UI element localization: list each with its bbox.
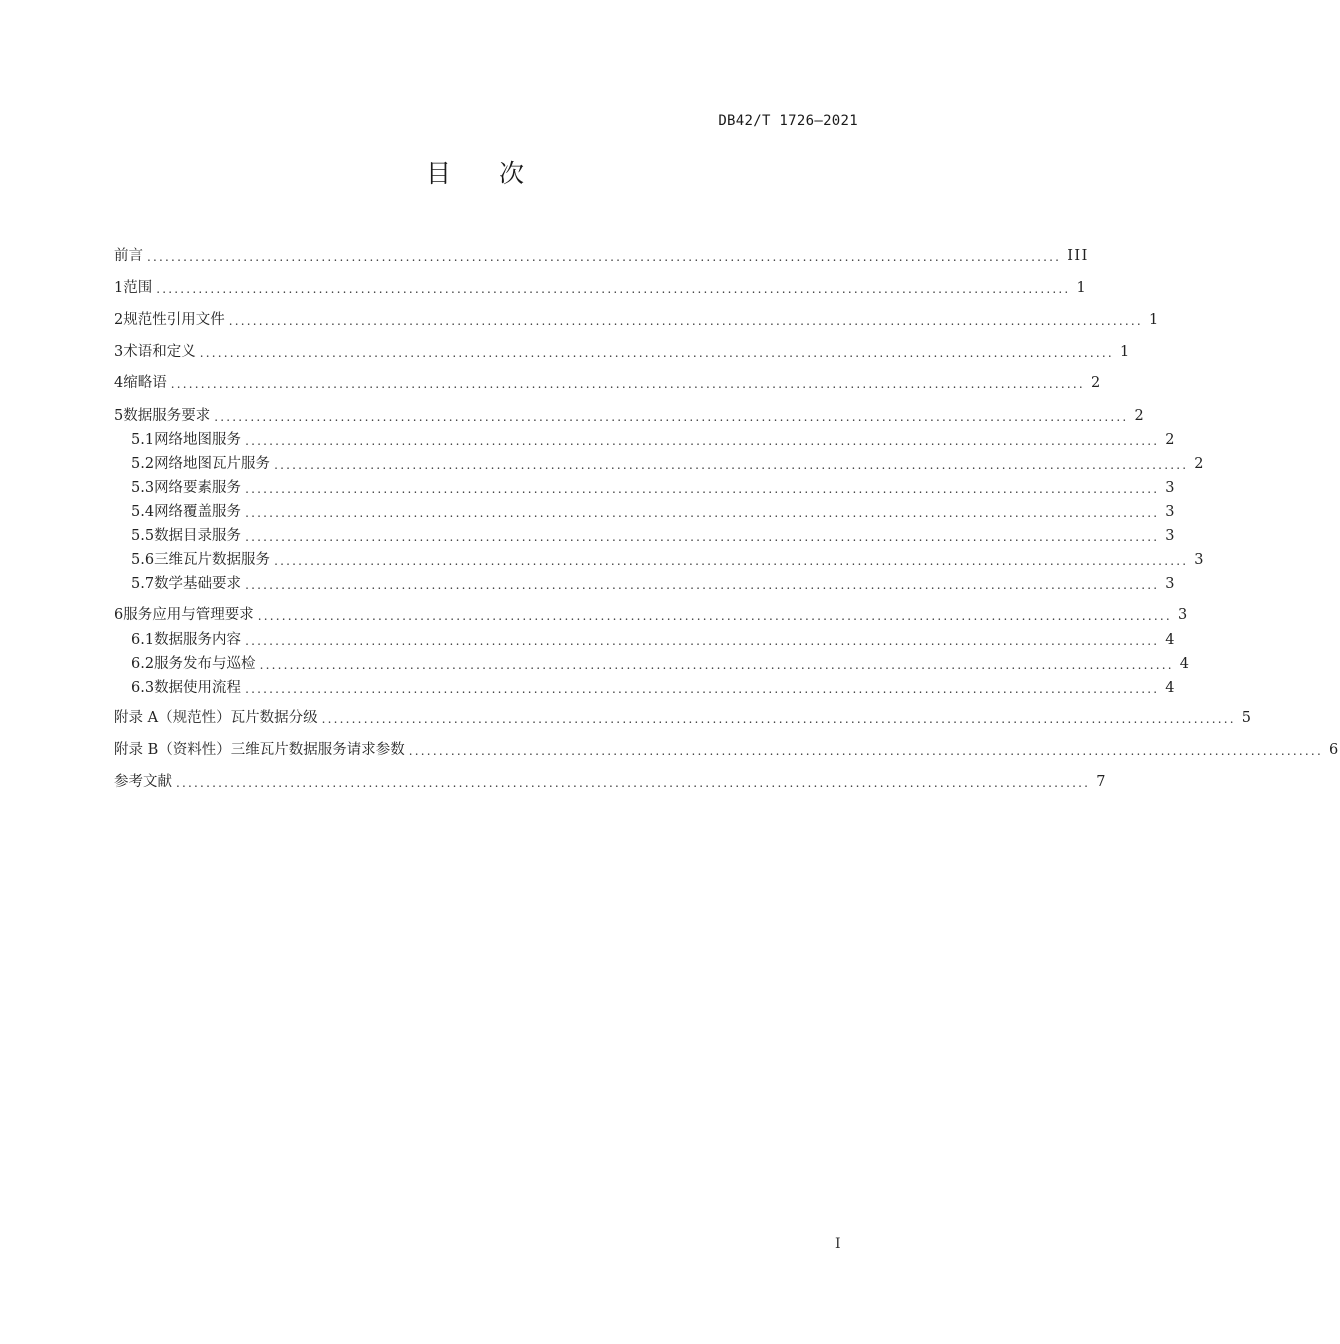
- toc-leader: ........................................................................................................................................................: [259, 658, 1174, 672]
- toc-entry-bibliography[interactable]: [114, 771, 1107, 793]
- toc-entry-number: 6: [114, 607, 124, 623]
- toc-entry-number: 5.3: [131, 480, 155, 496]
- toc-entry-label: 数据服务要求: [123, 408, 211, 424]
- toc-entry-3[interactable]: [114, 341, 1131, 363]
- toc-leader: ........................................................................................................................................................: [321, 712, 1236, 726]
- toc-entry-label: 服务应用与管理要求: [123, 607, 254, 623]
- toc-leader: ........................................................................................................................................................: [199, 346, 1114, 360]
- toc-entry-label: 数据使用流程: [154, 680, 242, 696]
- toc-entry-page: 4: [1179, 656, 1191, 672]
- toc-leader: ........................................................................................................................................................: [257, 609, 1172, 623]
- toc-entry-number: 5.2: [131, 456, 155, 472]
- toc-entry-page: 3: [1165, 480, 1176, 496]
- page-number: I: [835, 1236, 841, 1252]
- toc-leader: ........................................................................................................................................................: [245, 506, 1160, 520]
- toc-leader: ........................................................................................................................................................: [245, 482, 1160, 496]
- toc-entry-6-2[interactable]: [131, 653, 1191, 675]
- toc-entry-page: 4: [1165, 680, 1176, 696]
- toc-entry-label: 缩略语: [123, 375, 167, 391]
- toc-entry-number: 4: [114, 375, 124, 391]
- toc-entry-label: 参考文献: [114, 774, 172, 790]
- toc-entry-page: 7: [1096, 774, 1107, 790]
- toc-leader: ........................................................................................................................................................: [214, 410, 1129, 424]
- toc-entry-label: 网络地图瓦片服务: [154, 456, 271, 472]
- toc-entry-number: 5.4: [131, 504, 155, 520]
- toc-entry-page: 1: [1148, 312, 1160, 328]
- toc-entry-5-5[interactable]: [131, 525, 1176, 547]
- toc-entry-number: 1: [114, 280, 124, 296]
- toc-entry-foreword[interactable]: [114, 245, 1089, 267]
- toc-entry-label: 前言: [114, 248, 143, 264]
- toc-entry-page: 6: [1328, 742, 1340, 758]
- toc-entry-page: 3: [1194, 552, 1205, 568]
- toc-entry-number: 5.7: [131, 576, 155, 592]
- toc-entry-page: 4: [1165, 632, 1176, 648]
- toc-entry-annex-b[interactable]: [114, 739, 1340, 761]
- toc-entry-number: 3: [114, 344, 124, 360]
- toc-entry-page: 1: [1119, 344, 1131, 360]
- toc-entry-number: 5.1: [131, 432, 155, 448]
- toc-entry-label: 瓦片数据分级: [230, 710, 318, 726]
- toc-leader: ........................................................................................................................................................: [245, 434, 1160, 448]
- toc-entry-5-2[interactable]: [131, 453, 1205, 475]
- standard-code: DB42/T 1726—2021: [718, 113, 858, 129]
- toc-entry-page: 2: [1194, 456, 1205, 472]
- toc-entry-number: 附录 B（资料性）: [114, 742, 231, 758]
- toc-entry-page: III: [1067, 248, 1089, 264]
- toc-entry-page: 3: [1165, 504, 1176, 520]
- toc-entry-5[interactable]: [114, 405, 1146, 427]
- toc-entry-page: 3: [1177, 607, 1189, 623]
- toc-entry-5-7[interactable]: [131, 573, 1176, 595]
- toc-leader: ........................................................................................................................................................: [156, 282, 1071, 296]
- toc-entry-number: 2: [114, 312, 124, 328]
- toc-leader: ........................................................................................................................................................: [408, 744, 1323, 758]
- toc-entry-number: 5.6: [131, 552, 155, 568]
- toc-entry-number: 6.2: [131, 656, 155, 672]
- page-title: 目次: [425, 159, 572, 188]
- toc-entry-6-3[interactable]: [131, 677, 1176, 699]
- toc-entry-6-1[interactable]: [131, 629, 1176, 651]
- toc-entry-page: 1: [1076, 280, 1088, 296]
- toc-leader: ........................................................................................................................................................: [245, 634, 1160, 648]
- toc-entry-number: 5.5: [131, 528, 155, 544]
- toc-entry-label: 网络要素服务: [154, 480, 242, 496]
- toc-leader: ........................................................................................................................................................: [274, 458, 1189, 472]
- toc-entry-label: 三维瓦片数据服务请求参数: [230, 742, 405, 758]
- toc-entry-page: 3: [1165, 576, 1176, 592]
- toc-entry-label: 术语和定义: [123, 344, 196, 360]
- toc-entry-label: 规范性引用文件: [123, 312, 225, 328]
- toc-entry-5-1[interactable]: [131, 429, 1176, 451]
- toc-entry-number: 6.3: [131, 680, 155, 696]
- toc-entry-number: 5: [114, 408, 124, 424]
- toc-leader: ........................................................................................................................................................: [245, 530, 1160, 544]
- toc-entry-number: 6.1: [131, 632, 155, 648]
- toc-entry-1[interactable]: [114, 277, 1088, 299]
- toc-entry-label: 网络覆盖服务: [154, 504, 242, 520]
- toc-entry-annex-a[interactable]: [114, 707, 1253, 729]
- toc-leader: ........................................................................................................................................................: [176, 776, 1091, 790]
- toc-entry-5-3[interactable]: [131, 477, 1176, 499]
- toc-entry-label: 范围: [123, 280, 153, 296]
- toc-leader: ........................................................................................................................................................: [245, 578, 1160, 592]
- toc-leader: ........................................................................................................................................................: [170, 377, 1085, 391]
- toc-entry-5-6[interactable]: [131, 549, 1205, 571]
- toc-entry-page: 5: [1241, 710, 1253, 726]
- toc-entry-label: 数据服务内容: [154, 632, 242, 648]
- toc-entry-4[interactable]: [114, 372, 1102, 394]
- toc-entry-number: 附录 A（规范性）: [114, 710, 231, 726]
- toc-entry-label: 数学基础要求: [154, 576, 242, 592]
- toc-entry-label: 网络地图服务: [154, 432, 242, 448]
- toc-entry-page: 2: [1165, 432, 1176, 448]
- toc-leader: ........................................................................................................................................................: [147, 250, 1062, 264]
- toc-leader: ........................................................................................................................................................: [245, 682, 1160, 696]
- toc-leader: ........................................................................................................................................................: [274, 554, 1189, 568]
- toc-entry-page: 2: [1090, 375, 1102, 391]
- toc-entry-label: 三维瓦片数据服务: [154, 552, 271, 568]
- toc-entry-5-4[interactable]: [131, 501, 1176, 523]
- toc-entry-6[interactable]: [114, 604, 1189, 626]
- toc-entry-label: 数据目录服务: [154, 528, 242, 544]
- toc-entry-page: 3: [1165, 528, 1176, 544]
- toc-entry-label: 服务发布与巡检: [154, 656, 256, 672]
- toc-entry-page: 2: [1134, 408, 1146, 424]
- toc-leader: ........................................................................................................................................................: [228, 314, 1143, 328]
- toc-entry-2[interactable]: [114, 309, 1160, 331]
